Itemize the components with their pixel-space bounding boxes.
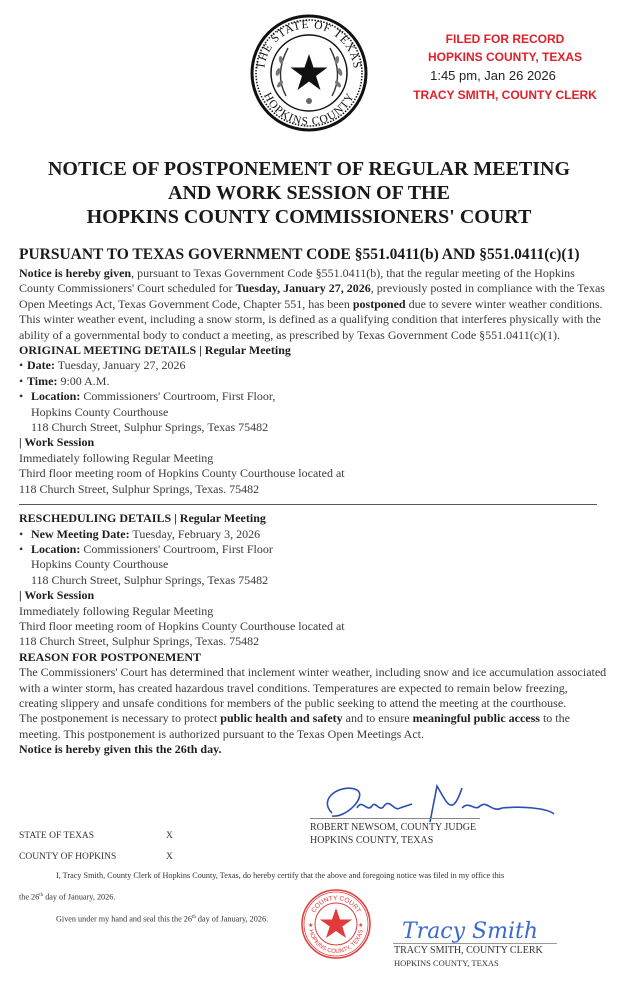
cert-line-3-post: day of January, 2026. (195, 914, 269, 924)
intro-lead: Notice is hereby given (19, 266, 132, 280)
intro-text-3: due to severe winter weather conditions. (405, 296, 603, 311)
new-location-value: Commissioners' Courtroom, First Floor (80, 541, 273, 556)
svg-text:COUNTY COURT: COUNTY COURT (310, 894, 362, 915)
reason-text-2: and to ensure (342, 711, 413, 726)
judge-county: HOPKINS COUNTY, TEXAS (310, 835, 434, 846)
judge-name-block (310, 821, 476, 847)
title-line-1: NOTICE OF POSTPONEMENT OF REGULAR MEETING (47, 158, 571, 180)
original-work-line-3: 118 Church Street, Sulphur Springs, Texas. 75482 (19, 481, 260, 496)
original-location-label: Location: (31, 389, 81, 404)
reason-bold-1: public health and safety (220, 711, 343, 726)
cert-line-3-sup: th (191, 914, 196, 920)
page-title (0, 157, 618, 229)
clerk-county: HOPKINS COUNTY, TEXAS (394, 958, 499, 968)
svg-text:Tracy Smith: Tracy Smith (402, 919, 539, 944)
original-time-value: 9:00 A.M. (57, 373, 110, 388)
filing-stamp (400, 30, 610, 104)
reason-text-1: The postponement is necessary to protect (19, 711, 221, 726)
new-location-line-2: Hopkins County Courthouse (31, 557, 169, 572)
judge-name: ROBERT NEWSOM, COUNTY JUDGE (310, 822, 477, 833)
original-date: • Date: Tuesday, January 27, 2026 (19, 358, 186, 373)
new-location: • Location: Commissioners' Courtroom, First Floor (19, 541, 273, 556)
intro-paragraph-2: This winter weather event, including a snow storm, is defined as a qualifying condition that interferes physically with the ability of a governmental body to conduct a meeting, as prescribed by Texas Government Code §551.0411(c)(1). (19, 312, 601, 342)
cert-line-1: I, Tracy Smith, County Clerk of Hopkins County, Texas, do hereby certify that the above and foregoing notice was filed in my office this (56, 871, 505, 880)
state-mark: X (166, 831, 173, 841)
intro-text-1: , pursuant to Texas Government Code §551.0411(b), that the regular meeting of the Hopkins County Commissioners' Court scheduled for (19, 266, 575, 296)
original-work-line-2: Third floor meeting room of Hopkins County Courthouse located at (19, 466, 345, 481)
rescheduling-heading: RESCHEDULING DETAILS | Regular Meeting (19, 511, 266, 526)
new-work-line-3: 118 Church Street, Sulphur Springs, Texas. 75482 (19, 634, 260, 649)
notice-closing: Notice is hereby given this the 26th day. (19, 742, 222, 757)
new-work-line-1: Immediately following Regular Meeting (19, 603, 214, 618)
svg-text:★: ★ (308, 923, 314, 929)
original-location: • Location: Commissioners' Courtroom, First Floor, (19, 389, 276, 404)
hopkins-county-seal (246, 14, 372, 132)
reason-bold-2: meaningful public access (412, 711, 540, 726)
state-label: STATE OF TEXAS (19, 831, 95, 841)
stamp-county: HOPKINS COUNTY, TEXAS (427, 50, 583, 64)
intro-paragraph (19, 266, 609, 312)
original-date-value: Tuesday, January 27, 2026 (54, 358, 186, 373)
title-line-2: AND WORK SESSION OF THE (168, 182, 450, 204)
stamp-clerk: TRACY SMITH, COUNTY CLERK (413, 88, 597, 102)
section-divider (19, 504, 597, 505)
county-label: COUNTY OF HOPKINS (19, 852, 117, 862)
svg-text:HOPKINS COUNTY, TEXAS: HOPKINS COUNTY, TEXAS (307, 929, 365, 956)
judge-signature-line (310, 818, 480, 819)
original-time: • Time: 9:00 A.M. (19, 373, 110, 388)
original-location-line-3: 118 Church Street, Sulphur Springs, Texas 75482 (31, 420, 269, 435)
county-mark: X (166, 852, 173, 862)
intro-date: Tuesday, January 27, 2026 (235, 281, 371, 296)
new-work-line-2: Third floor meeting room of Hopkins County Courthouse located at (19, 618, 345, 633)
new-date-value: Tuesday, February 3, 2026 (129, 526, 261, 541)
original-work-session-heading: | Work Session (19, 435, 95, 450)
reason-heading: REASON FOR POSTPONEMENT (19, 649, 202, 664)
svg-text:THE STATE OF TEXAS: THE STATE OF TEXAS (255, 18, 363, 71)
title-line-3: HOPKINS COUNTY COMMISSIONERS' COURT (86, 206, 532, 228)
original-date-label: Date: (27, 358, 55, 373)
county-court-seal (300, 888, 372, 960)
original-time-label: Time: (27, 373, 58, 388)
original-work-line-1: Immediately following Regular Meeting (19, 450, 214, 465)
intro-postponed: postponed (352, 296, 406, 311)
cert-line-2-pre: the 26 (19, 892, 40, 902)
svg-text:HOPKINS COUNTY: HOPKINS COUNTY (260, 90, 358, 129)
original-heading: ORIGINAL MEETING DETAILS | Regular Meeting (19, 343, 291, 358)
clerk-name: TRACY SMITH, COUNTY CLERK (394, 945, 543, 956)
intro-text-2: , previously posted in compliance with the Texas Open Meetings Act, Texas Government Code, Chapter 551, has been (19, 281, 605, 311)
new-work-session-heading: | Work Session (19, 588, 95, 603)
pursuant-heading: PURSUANT TO TEXAS GOVERNMENT CODE §551.0411(b) AND §551.0411(c)(1) (19, 246, 580, 263)
original-location-value: Commissioners' Courtroom, First Floor, (80, 389, 276, 404)
stamp-filed-for-record: FILED FOR RECORD (445, 32, 565, 46)
new-meeting-date: • New Meeting Date: Tuesday, February 3, 2026 (19, 526, 261, 541)
svg-text:★: ★ (358, 923, 364, 929)
clerk-name-block (394, 944, 543, 970)
cert-line-3-pre: Given under my hand and seal this the 26 (56, 914, 192, 924)
original-location-line-2: Hopkins County Courthouse (31, 404, 169, 419)
notice-body (19, 245, 609, 758)
reason-paragraph-2 (19, 711, 609, 742)
cert-line-2-sup: th (39, 893, 44, 898)
new-date-label: New Meeting Date: (31, 526, 130, 541)
new-location-label: Location: (31, 541, 81, 556)
stamp-time: 1:45 pm, Jan 26 2026 (430, 68, 556, 83)
reason-paragraph-1: The Commissioners' Court has determined that inclement winter weather, including snow and ice accumulation associated with a winter storm, has created hazardous travel conditions. Temperatures are expected to remain below freezing, creating slippery and unsafe conditions for members of the public seeking to attend the meeting at the courthouse. (19, 665, 607, 710)
new-location-line-3: 118 Church Street, Sulphur Springs, Texas 75482 (31, 572, 269, 587)
cert-line-2-post: day of January, 2026. (43, 892, 116, 902)
reason-text-3: to the meeting. This postponement is authorized pursuant to the Texas Open Meetings Act. (19, 711, 570, 741)
